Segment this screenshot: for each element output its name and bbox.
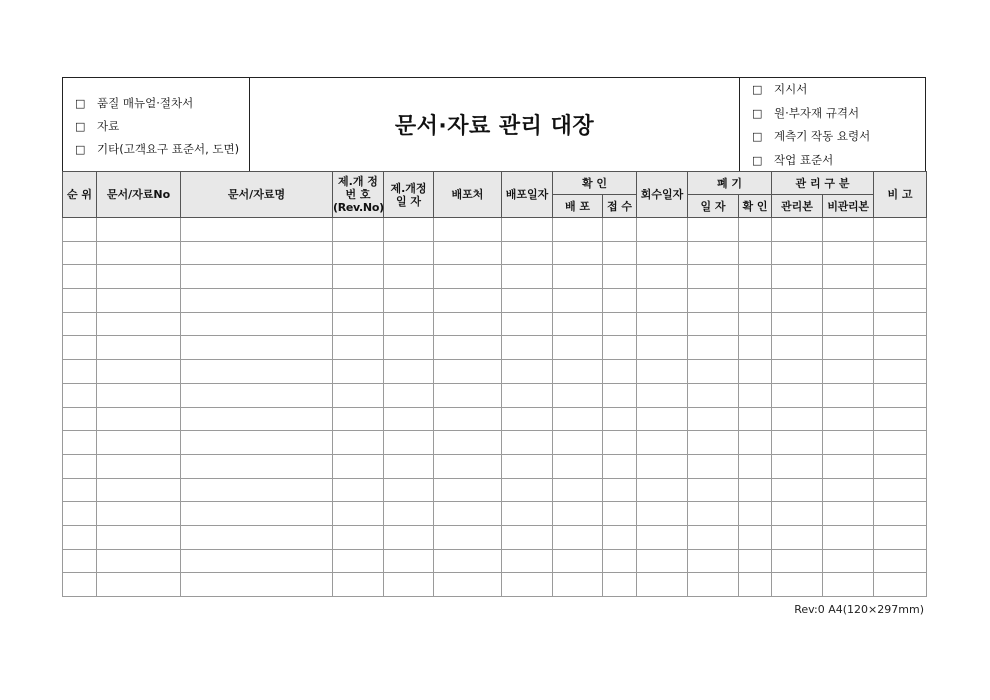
table-cell[interactable] bbox=[772, 360, 823, 384]
table-cell[interactable] bbox=[63, 336, 97, 360]
table-cell[interactable] bbox=[384, 336, 434, 360]
table-cell[interactable] bbox=[434, 549, 502, 573]
table-cell[interactable] bbox=[502, 218, 553, 242]
table-cell[interactable] bbox=[502, 241, 553, 265]
table-cell[interactable] bbox=[333, 525, 384, 549]
table-cell[interactable] bbox=[97, 573, 181, 597]
table-cell[interactable] bbox=[739, 525, 772, 549]
table-cell[interactable] bbox=[63, 502, 97, 526]
table-cell[interactable] bbox=[553, 502, 603, 526]
table-cell[interactable] bbox=[688, 241, 739, 265]
table-cell[interactable] bbox=[739, 336, 772, 360]
col-confirm: 확 인 bbox=[553, 172, 637, 195]
table-cell[interactable] bbox=[63, 360, 97, 384]
table-cell[interactable] bbox=[502, 454, 553, 478]
table-cell[interactable] bbox=[181, 431, 333, 455]
table-cell[interactable] bbox=[603, 454, 637, 478]
table-cell[interactable] bbox=[874, 525, 927, 549]
table-cell[interactable] bbox=[502, 573, 553, 597]
table-cell[interactable] bbox=[603, 478, 637, 502]
table-cell[interactable] bbox=[553, 549, 603, 573]
table-cell[interactable] bbox=[63, 454, 97, 478]
table-cell[interactable] bbox=[502, 407, 553, 431]
table-cell[interactable] bbox=[384, 312, 434, 336]
option-gauge-manual[interactable]: □ 계측기 작동 요령서 bbox=[752, 125, 925, 149]
checkbox-icon[interactable]: □ bbox=[752, 83, 763, 96]
col-rev-date: 제.개정 일 자 bbox=[384, 172, 434, 218]
table-cell[interactable] bbox=[637, 336, 688, 360]
checkbox-icon[interactable]: □ bbox=[752, 106, 763, 120]
table-cell[interactable] bbox=[823, 573, 874, 597]
table-cell[interactable] bbox=[97, 336, 181, 360]
table-cell[interactable] bbox=[97, 431, 181, 455]
table-cell[interactable] bbox=[181, 502, 333, 526]
col-disposal-date: 일 자 bbox=[688, 195, 739, 218]
table-cell[interactable] bbox=[688, 573, 739, 597]
table-cell[interactable] bbox=[63, 265, 97, 289]
table-cell[interactable] bbox=[637, 312, 688, 336]
table-row bbox=[63, 407, 927, 431]
table-cell[interactable] bbox=[874, 360, 927, 384]
table-cell[interactable] bbox=[333, 360, 384, 384]
table-cell[interactable] bbox=[502, 549, 553, 573]
table-cell[interactable] bbox=[772, 431, 823, 455]
table-cell[interactable] bbox=[384, 525, 434, 549]
table-cell[interactable] bbox=[823, 336, 874, 360]
table-cell[interactable] bbox=[181, 265, 333, 289]
col-dist-to: 배포처 bbox=[434, 172, 502, 218]
table-cell[interactable] bbox=[823, 360, 874, 384]
table-cell[interactable] bbox=[772, 454, 823, 478]
table-cell[interactable] bbox=[502, 336, 553, 360]
table-cell[interactable] bbox=[637, 573, 688, 597]
table-cell[interactable] bbox=[823, 549, 874, 573]
table-cell[interactable] bbox=[434, 478, 502, 502]
form-revision-footer: Rev:0 A4(120×297mm) bbox=[794, 603, 924, 616]
table-cell[interactable] bbox=[333, 289, 384, 313]
table-cell[interactable] bbox=[434, 431, 502, 455]
table-cell[interactable] bbox=[181, 360, 333, 384]
table-cell[interactable] bbox=[637, 549, 688, 573]
table-cell[interactable] bbox=[772, 407, 823, 431]
table-cell[interactable] bbox=[553, 407, 603, 431]
table-cell[interactable] bbox=[874, 241, 927, 265]
table-cell[interactable] bbox=[739, 289, 772, 313]
table-cell[interactable] bbox=[434, 525, 502, 549]
table-cell[interactable] bbox=[874, 549, 927, 573]
table-cell[interactable] bbox=[333, 218, 384, 242]
table-row bbox=[63, 218, 927, 242]
table-cell[interactable] bbox=[637, 502, 688, 526]
table-cell[interactable] bbox=[97, 241, 181, 265]
document-control-register bbox=[62, 77, 926, 597]
table-cell[interactable] bbox=[384, 549, 434, 573]
table-cell[interactable] bbox=[63, 431, 97, 455]
table-cell[interactable] bbox=[637, 431, 688, 455]
table-cell[interactable] bbox=[603, 360, 637, 384]
table-row bbox=[63, 336, 927, 360]
table-cell[interactable] bbox=[772, 573, 823, 597]
option-work-standard[interactable]: □ 작업 표준서 bbox=[752, 149, 925, 173]
table-cell[interactable] bbox=[502, 360, 553, 384]
table-row bbox=[63, 525, 927, 549]
table-cell[interactable] bbox=[874, 454, 927, 478]
table-cell[interactable] bbox=[63, 383, 97, 407]
table-cell[interactable] bbox=[502, 525, 553, 549]
table-cell[interactable] bbox=[637, 525, 688, 549]
table-cell[interactable] bbox=[384, 407, 434, 431]
table-cell[interactable] bbox=[434, 383, 502, 407]
table-cell[interactable] bbox=[823, 312, 874, 336]
option-data[interactable]: □ 자료 bbox=[75, 115, 249, 138]
table-cell[interactable] bbox=[97, 383, 181, 407]
table-cell[interactable] bbox=[97, 312, 181, 336]
table-cell[interactable] bbox=[553, 218, 603, 242]
table-cell[interactable] bbox=[553, 360, 603, 384]
table-cell[interactable] bbox=[502, 383, 553, 407]
table-cell[interactable] bbox=[603, 525, 637, 549]
table-cell[interactable] bbox=[434, 265, 502, 289]
table-cell[interactable] bbox=[63, 525, 97, 549]
table-cell[interactable] bbox=[688, 289, 739, 313]
table-cell[interactable] bbox=[688, 407, 739, 431]
option-material-spec[interactable]: □ 원·부자재 규격서 bbox=[752, 102, 925, 126]
table-cell[interactable] bbox=[97, 454, 181, 478]
col-mgmt: 관 리 구 분 bbox=[772, 172, 874, 195]
col-disposal-confirm: 확 인 bbox=[739, 195, 772, 218]
table-cell[interactable] bbox=[772, 336, 823, 360]
col-mgmt-uncontrolled: 비관리본 bbox=[823, 195, 874, 218]
form-header bbox=[62, 77, 926, 171]
table-cell[interactable] bbox=[823, 383, 874, 407]
table-cell[interactable] bbox=[333, 573, 384, 597]
table-cell[interactable] bbox=[603, 312, 637, 336]
table-cell[interactable] bbox=[384, 218, 434, 242]
col-doc-no: 문서/자료No bbox=[97, 172, 181, 218]
table-cell[interactable] bbox=[502, 431, 553, 455]
table-cell[interactable] bbox=[97, 478, 181, 502]
table-cell[interactable] bbox=[637, 265, 688, 289]
table-cell[interactable] bbox=[553, 289, 603, 313]
option-quality-manual[interactable]: □ 품질 매뉴얼·절차서 bbox=[75, 92, 249, 115]
table-cell[interactable] bbox=[739, 573, 772, 597]
table-cell[interactable] bbox=[874, 431, 927, 455]
table-cell[interactable] bbox=[553, 478, 603, 502]
table-row bbox=[63, 312, 927, 336]
table-cell[interactable] bbox=[874, 312, 927, 336]
table-cell[interactable] bbox=[603, 502, 637, 526]
table-cell[interactable] bbox=[384, 502, 434, 526]
col-dist-date: 배포일자 bbox=[502, 172, 553, 218]
table-cell[interactable] bbox=[823, 241, 874, 265]
table-cell[interactable] bbox=[63, 407, 97, 431]
table-cell[interactable] bbox=[434, 454, 502, 478]
table-cell[interactable] bbox=[637, 454, 688, 478]
table-cell[interactable] bbox=[434, 360, 502, 384]
table-cell[interactable] bbox=[688, 265, 739, 289]
table-cell[interactable] bbox=[333, 383, 384, 407]
table-cell[interactable] bbox=[772, 478, 823, 502]
table-cell[interactable] bbox=[603, 241, 637, 265]
table-row bbox=[63, 360, 927, 384]
table-row bbox=[63, 573, 927, 597]
table-cell[interactable] bbox=[739, 265, 772, 289]
table-cell[interactable] bbox=[739, 241, 772, 265]
table-cell[interactable] bbox=[874, 478, 927, 502]
table-cell[interactable] bbox=[739, 549, 772, 573]
table-cell[interactable] bbox=[553, 336, 603, 360]
col-rev-no: 제.개 정 번 호 (Rev.No) bbox=[333, 172, 384, 218]
table-row bbox=[63, 502, 927, 526]
table-cell[interactable] bbox=[874, 265, 927, 289]
table-cell[interactable] bbox=[181, 383, 333, 407]
table-cell[interactable] bbox=[739, 454, 772, 478]
checkbox-icon[interactable]: □ bbox=[752, 130, 763, 143]
table-cell[interactable] bbox=[637, 407, 688, 431]
table-cell[interactable] bbox=[688, 525, 739, 549]
table-cell[interactable] bbox=[97, 502, 181, 526]
table-cell[interactable] bbox=[688, 218, 739, 242]
table-cell[interactable] bbox=[637, 218, 688, 242]
table-cell[interactable] bbox=[97, 289, 181, 313]
table-cell[interactable] bbox=[688, 336, 739, 360]
table-cell[interactable] bbox=[502, 312, 553, 336]
table-cell[interactable] bbox=[333, 431, 384, 455]
table-cell[interactable] bbox=[823, 525, 874, 549]
table-cell[interactable] bbox=[553, 525, 603, 549]
table-cell[interactable] bbox=[333, 241, 384, 265]
option-other[interactable]: □ 기타(고객요구 표준서, 도면) bbox=[75, 138, 249, 161]
table-cell[interactable] bbox=[772, 383, 823, 407]
table-cell[interactable] bbox=[63, 218, 97, 242]
table-cell[interactable] bbox=[823, 478, 874, 502]
table-cell[interactable] bbox=[181, 525, 333, 549]
table-cell[interactable] bbox=[603, 549, 637, 573]
table-cell[interactable] bbox=[384, 289, 434, 313]
col-confirm-dist: 배 포 bbox=[553, 195, 603, 218]
table-cell[interactable] bbox=[434, 336, 502, 360]
page-title: 문서·자료 관리 대장 bbox=[394, 114, 595, 139]
table-cell[interactable] bbox=[739, 407, 772, 431]
col-seq: 순 위 bbox=[63, 172, 97, 218]
table-cell[interactable] bbox=[333, 549, 384, 573]
table-row bbox=[63, 549, 927, 573]
table-cell[interactable] bbox=[739, 383, 772, 407]
table-cell[interactable] bbox=[434, 289, 502, 313]
table-row bbox=[63, 383, 927, 407]
table-cell[interactable] bbox=[502, 265, 553, 289]
table-cell[interactable] bbox=[553, 312, 603, 336]
checkbox-icon[interactable]: □ bbox=[75, 143, 86, 156]
table-cell[interactable] bbox=[823, 265, 874, 289]
table-cell[interactable] bbox=[823, 431, 874, 455]
table-cell[interactable] bbox=[63, 573, 97, 597]
table-cell[interactable] bbox=[739, 478, 772, 502]
table-cell[interactable] bbox=[63, 549, 97, 573]
table-cell[interactable] bbox=[874, 289, 927, 313]
table-cell[interactable] bbox=[603, 431, 637, 455]
table-cell[interactable] bbox=[688, 454, 739, 478]
table-row bbox=[63, 431, 927, 455]
table-cell[interactable] bbox=[637, 383, 688, 407]
checkbox-icon[interactable]: □ bbox=[752, 153, 763, 167]
option-instruction[interactable]: □ 지시서 bbox=[752, 78, 925, 102]
table-cell[interactable] bbox=[63, 289, 97, 313]
table-cell[interactable] bbox=[772, 241, 823, 265]
table-cell[interactable] bbox=[384, 573, 434, 597]
table-cell[interactable] bbox=[384, 431, 434, 455]
table-cell[interactable] bbox=[772, 289, 823, 313]
table-cell[interactable] bbox=[97, 218, 181, 242]
table-cell[interactable] bbox=[553, 241, 603, 265]
table-cell[interactable] bbox=[637, 241, 688, 265]
table-cell[interactable] bbox=[603, 336, 637, 360]
table-row bbox=[63, 289, 927, 313]
table-row bbox=[63, 478, 927, 502]
table-cell[interactable] bbox=[874, 407, 927, 431]
register-body bbox=[63, 218, 927, 597]
table-cell[interactable] bbox=[553, 573, 603, 597]
table-cell[interactable] bbox=[181, 478, 333, 502]
table-cell[interactable] bbox=[823, 407, 874, 431]
table-cell[interactable] bbox=[688, 478, 739, 502]
table-cell[interactable] bbox=[739, 360, 772, 384]
table-cell[interactable] bbox=[823, 218, 874, 242]
table-cell[interactable] bbox=[874, 218, 927, 242]
table-cell[interactable] bbox=[434, 218, 502, 242]
table-cell[interactable] bbox=[688, 312, 739, 336]
table-cell[interactable] bbox=[333, 336, 384, 360]
table-cell[interactable] bbox=[333, 407, 384, 431]
table-cell[interactable] bbox=[181, 454, 333, 478]
table-cell[interactable] bbox=[603, 573, 637, 597]
table-cell[interactable] bbox=[333, 454, 384, 478]
table-cell[interactable] bbox=[823, 454, 874, 478]
table-cell[interactable] bbox=[384, 454, 434, 478]
table-cell[interactable] bbox=[874, 573, 927, 597]
table-cell[interactable] bbox=[688, 383, 739, 407]
table-cell[interactable] bbox=[434, 502, 502, 526]
table-cell[interactable] bbox=[181, 549, 333, 573]
table-cell[interactable] bbox=[772, 549, 823, 573]
table-cell[interactable] bbox=[553, 265, 603, 289]
table-cell[interactable] bbox=[874, 502, 927, 526]
checkbox-icon[interactable]: □ bbox=[75, 120, 86, 133]
table-cell[interactable] bbox=[384, 360, 434, 384]
table-cell[interactable] bbox=[603, 383, 637, 407]
table-cell[interactable] bbox=[739, 431, 772, 455]
table-cell[interactable] bbox=[553, 431, 603, 455]
table-cell[interactable] bbox=[384, 478, 434, 502]
table-cell[interactable] bbox=[97, 525, 181, 549]
table-cell[interactable] bbox=[384, 383, 434, 407]
table-cell[interactable] bbox=[181, 573, 333, 597]
table-cell[interactable] bbox=[502, 502, 553, 526]
table-cell[interactable] bbox=[603, 265, 637, 289]
col-confirm-recv: 접 수 bbox=[603, 195, 637, 218]
table-cell[interactable] bbox=[688, 502, 739, 526]
table-cell[interactable] bbox=[823, 289, 874, 313]
table-cell[interactable] bbox=[181, 407, 333, 431]
checkbox-icon[interactable]: □ bbox=[75, 97, 86, 110]
table-cell[interactable] bbox=[97, 407, 181, 431]
table-cell[interactable] bbox=[97, 265, 181, 289]
col-doc-name: 문서/자료명 bbox=[181, 172, 333, 218]
table-row bbox=[63, 241, 927, 265]
table-cell[interactable] bbox=[603, 289, 637, 313]
table-cell[interactable] bbox=[874, 336, 927, 360]
table-cell[interactable] bbox=[384, 241, 434, 265]
table-cell[interactable] bbox=[553, 383, 603, 407]
table-cell[interactable] bbox=[553, 454, 603, 478]
col-disposal: 폐 기 bbox=[688, 172, 772, 195]
table-cell[interactable] bbox=[63, 312, 97, 336]
table-cell[interactable] bbox=[181, 336, 333, 360]
table-cell[interactable] bbox=[502, 289, 553, 313]
table-cell[interactable] bbox=[772, 502, 823, 526]
table-cell[interactable] bbox=[739, 502, 772, 526]
table-cell[interactable] bbox=[333, 312, 384, 336]
table-cell[interactable] bbox=[772, 525, 823, 549]
table-cell[interactable] bbox=[434, 407, 502, 431]
table-cell[interactable] bbox=[772, 265, 823, 289]
table-cell[interactable] bbox=[181, 218, 333, 242]
table-cell[interactable] bbox=[502, 478, 553, 502]
table-cell[interactable] bbox=[333, 478, 384, 502]
table-row bbox=[63, 454, 927, 478]
table-cell[interactable] bbox=[434, 241, 502, 265]
table-row bbox=[63, 265, 927, 289]
col-return-date: 회수일자 bbox=[637, 172, 688, 218]
table-cell[interactable] bbox=[97, 549, 181, 573]
col-remarks: 비 고 bbox=[874, 172, 927, 218]
table-cell[interactable] bbox=[637, 289, 688, 313]
table-cell[interactable] bbox=[333, 265, 384, 289]
table-cell[interactable] bbox=[823, 502, 874, 526]
table-cell[interactable] bbox=[384, 265, 434, 289]
table-cell[interactable] bbox=[603, 407, 637, 431]
document-type-options-left bbox=[63, 78, 250, 171]
table-cell[interactable] bbox=[434, 573, 502, 597]
table-cell[interactable] bbox=[63, 478, 97, 502]
document-type-options-right bbox=[739, 78, 925, 171]
table-cell[interactable] bbox=[181, 289, 333, 313]
table-cell[interactable] bbox=[434, 312, 502, 336]
table-cell[interactable] bbox=[688, 431, 739, 455]
table-cell[interactable] bbox=[603, 218, 637, 242]
table-cell[interactable] bbox=[97, 360, 181, 384]
table-cell[interactable] bbox=[688, 549, 739, 573]
col-mgmt-controlled: 관리본 bbox=[772, 195, 823, 218]
table-cell[interactable] bbox=[688, 360, 739, 384]
table-cell[interactable] bbox=[63, 241, 97, 265]
table-cell[interactable] bbox=[874, 383, 927, 407]
table-cell[interactable] bbox=[739, 218, 772, 242]
table-cell[interactable] bbox=[772, 312, 823, 336]
register-table bbox=[62, 171, 927, 597]
table-cell[interactable] bbox=[181, 241, 333, 265]
table-cell[interactable] bbox=[333, 502, 384, 526]
table-cell[interactable] bbox=[637, 360, 688, 384]
table-cell[interactable] bbox=[772, 218, 823, 242]
table-cell[interactable] bbox=[181, 312, 333, 336]
table-cell[interactable] bbox=[637, 478, 688, 502]
table-cell[interactable] bbox=[739, 312, 772, 336]
